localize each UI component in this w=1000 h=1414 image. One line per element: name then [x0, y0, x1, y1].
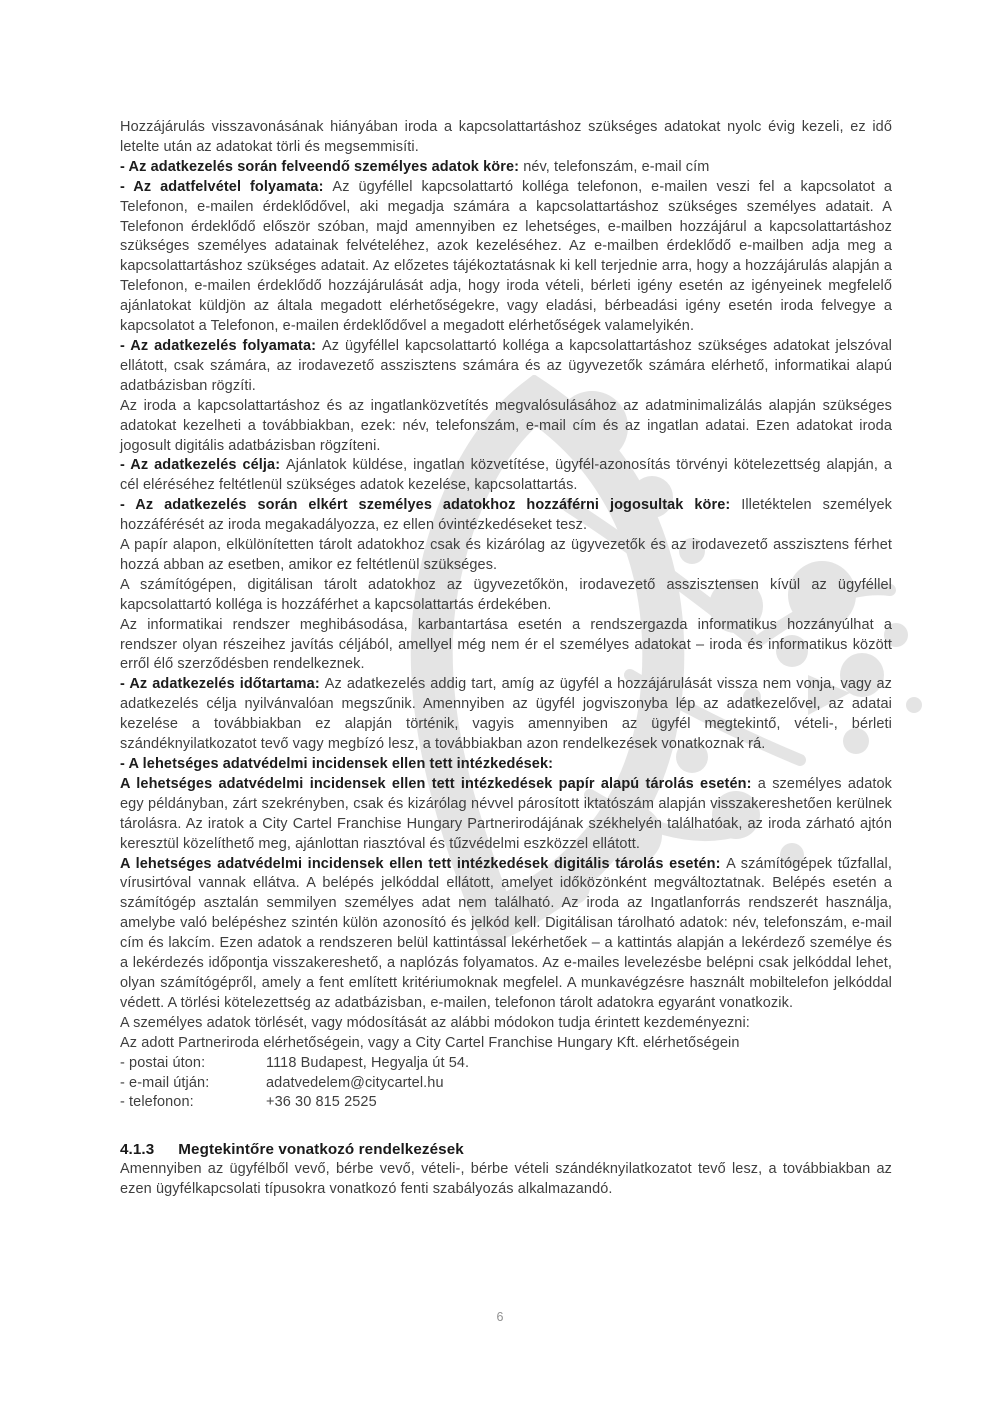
paragraph [120, 616, 892, 676]
contact-value: 1118 Budapest, Hegyalja út 54. [266, 1054, 470, 1071]
contact-value: adatvedelem@citycartel.hu [266, 1074, 444, 1091]
text-run: A személyes adatok törlését, vagy módosítását az alábbi módokon tudja érintett kezdeményezni: [120, 1014, 750, 1031]
contact-line [120, 1054, 892, 1074]
section-number: 4.1.3 [120, 1141, 155, 1159]
paragraph [120, 855, 892, 1014]
text-run: - Az adatkezelés során elkért személyes adatokhoz hozzáférni jogosultak köre: [120, 497, 742, 514]
paragraph [120, 118, 892, 158]
section-title: Megtekintőre vonatkozó rendelkezések [178, 1141, 464, 1159]
text-run: Az ügyféllel kapcsolattartó kolléga telefonon, e-mailen veszi fel a kapcsolatot a Telefonon, e-mailen érdeklődővel, aki megadja számára a kapcsolattartáshoz szükséges személyes adatait. A Telefonon érdeklődő először szóban, majd amennyiben ez lehetséges, e-mailben hozzájárul a kapcsolattartáshoz szükséges személyes adatainak felvételéhez, azok kezeléséhez. Az e-mailben érdeklődő e-mailben adja meg a kapcsolattartáshoz szükséges adatait. Az előzetes tájékoztatásnak ki kell terjednie arra, hogy a hozzájárulás alapján a Telefonon, e-mailen érdeklődő hozzájárulását adja, hogy iroda vételi, bérleti igény esetén az igényeinek megfelelő ajánlatokat küldjön az általa megadott elérhetőségekre, vagy eladási, bérbeadási igény esetén iroda felvegye a kapcsolatot a Telefonon, e-mailen érdeklődővel a megadott elérhetőségek valamelyikén. [120, 178, 892, 335]
text-run: A lehetséges adatvédelmi incidensek ellen tett intézkedések digitális tárolás esetén: [120, 855, 727, 872]
contact-label: - postai úton: [120, 1054, 206, 1071]
contact-label: - e-mail útján: [120, 1074, 210, 1091]
paragraph [120, 178, 892, 337]
document-body [120, 118, 892, 1200]
paragraph [120, 1160, 892, 1200]
paragraph [120, 397, 892, 457]
text-run: Az iroda a kapcsolattartáshoz és az ingatlanközvetítés megvalósulásához az adatminimalizálás alapján szükséges adatokat kezelheti a továbbiakban, ezek: név, telefonszám, e-mail cím és az ingatlan adatai. Ezen adatokat iroda jogosult digitális adatbázisban rögzíteni. [120, 397, 892, 454]
contact-line [120, 1093, 892, 1113]
text-run: - Az adatkezelés során felveendő személyes adatok köre: [120, 158, 524, 175]
contact-label: - telefonon: [120, 1094, 194, 1111]
text-run: név, telefonszám, e-mail cím [523, 158, 710, 175]
paragraph [120, 755, 892, 775]
paragraph [120, 775, 892, 855]
paragraph [120, 1034, 892, 1054]
text-run: - Az adatkezelés folyamata: [120, 337, 322, 354]
text-run: Illetéktelen személyek hozzáférését az iroda megakadályozza, ez ellen óvintézkedéseket tesz. [120, 497, 892, 534]
text-run: Ajánlatok küldése, ingatlan közvetítése, ügyfél-azonosítás törvényi kötelezettség alapján, a cél eléréséhez feltétlenül szükséges adatok kezelése, kapcsolattartás. [120, 457, 892, 494]
page-number: 6 [496, 1310, 504, 1324]
paragraph [120, 496, 892, 536]
paragraph [120, 456, 892, 496]
text-run: - A lehetséges adatvédelmi incidensek ellen tett intézkedések: [120, 756, 554, 772]
text-run: - Az adatfelvétel folyamata: [120, 178, 333, 195]
text-run: Hozzájárulás visszavonásának hiányában iroda a kapcsolattartáshoz szükséges adatokat nyolc évig kezeli, ez idő letelte után az adatokat törli és megsemmisíti. [120, 119, 892, 155]
text-run: Az adatkezelés addig tart, amíg az ügyfél a hozzájárulását vissza nem vonja, vagy az adatkezelés célja nyilvánvalóan megszűnik. Amennyiben az ügyfél jogviszonyba lép az adatkezelővel, az adatai kezelése a továbbiakban ez alapján történik, vagyis amennyiben az ügyfél megtekintő, vételi-, bérleti szándéknyilatkozatot tevő vagy megbízó lesz, a továbbiakban azon rendelkezések vonatkoznak rá. [120, 676, 893, 753]
section-heading [120, 1140, 892, 1160]
text-run: A lehetséges adatvédelmi incidensek ellen tett intézkedések papír alapú tárolás esetén: [120, 775, 758, 792]
text-run: Amennyiben az ügyfélből vevő, bérbe vevő, vételi-, bérbe vételi szándéknyilatkozatot tevő lesz, a továbbiakban az ezen ügyfélkapcsolati típusokra vonatkozó fenti szabályozás alkalmazandó. [120, 1161, 892, 1198]
paragraph [120, 576, 892, 616]
text-run: A papír alapon, elkülönítetten tárolt adatokhoz csak és kizárólag az ügyvezetők és az irodavezető asszisztens férhet hozzá abban az esetben, amikor ez feltétlenül szükséges. [120, 537, 892, 573]
text-run: Az adott Partneriroda elérhetőségein, vagy a City Cartel Franchise Hungary Kft. elérhetőségein [120, 1034, 740, 1051]
paragraph [120, 158, 892, 178]
paragraph [120, 337, 892, 397]
text-run: - Az adatkezelés időtartama: [120, 676, 325, 693]
text-run: A számítógépen, digitálisan tárolt adatokhoz az ügyvezetőkön, irodavezető asszisztensen kívül az ügyféllel kapcsolattartó kolléga is hozzáférhet a kapcsolattartás érdekében. [120, 576, 892, 613]
text-run: Az ügyféllel kapcsolattartó kolléga a kapcsolattartáshoz szükséges adatokat jelszóval ellátott, csak számára, az irodavezető asszisztens számára és az ügyvezetők számára elérhető, informatikai alapú adatbázisban rögzíti. [120, 337, 892, 394]
contact-line [120, 1074, 892, 1094]
paragraph [120, 675, 892, 755]
text-run: - Az adatkezelés célja: [120, 457, 287, 474]
text-run: A számítógépek tűzfallal, vírusirtóval vannak ellátva. A belépés jelkóddal ellátott, amelyet időközönként megváltoztatnak. Belépés esetén a számítógép asztalán semmilyen személyes adat nem található. Az iroda az Ingatlanforrás rendszerét használja, amelybe való belépéshez szintén külön azonosító és jelkód kell. Digitálisan tárolható adatok: név, telefonszám, e-mail cím és lakcím. Ezen adatok a rendszeren belül kattintással lekérhetőek – a kattintás alapján a lekérdező személye és a lekérdezés időpontja visszakereshető, a naplózás folyamatos. Az e-mailes levelezésbe belépni csak jelkóddal lehet, olyan számítógépről, amely a fent említett kritériumoknak megfelel. A munkavégzésre használt mobiltelefon jelkóddal védett. A törlési kötelezettség az adatbázisban, e-mailen, telefonon tárolt adatokra egyaránt vonatkozik. [120, 855, 892, 1011]
paragraph [120, 1014, 892, 1034]
text-run: Az informatikai rendszer meghibásodása, karbantartása esetén a rendszergazda informatikus hozzányúlhat a rendszer olyan részeihez javítás céljából, amellyel még nem ér el személyes adatokat – iroda és informatikus között erről élő szerződésben rendelkeznek. [120, 616, 892, 673]
contact-value: +36 30 815 2525 [266, 1094, 377, 1111]
paragraph [120, 536, 892, 576]
text-run: a személyes adatok egy példányban, zárt szekrényben, csak és kizárólag névvel párosított iktatószám alapján visszakereshetően kerülnek tárolásra. Az iratok a City Cartel Franchise Hungary Partnerirodájának székhelyén találhatóak, az iroda zárható ajtón keresztül közelíthető meg, ajánlottan riasztóval és tűzvédelmi eszközzel ellátott. [120, 775, 893, 852]
